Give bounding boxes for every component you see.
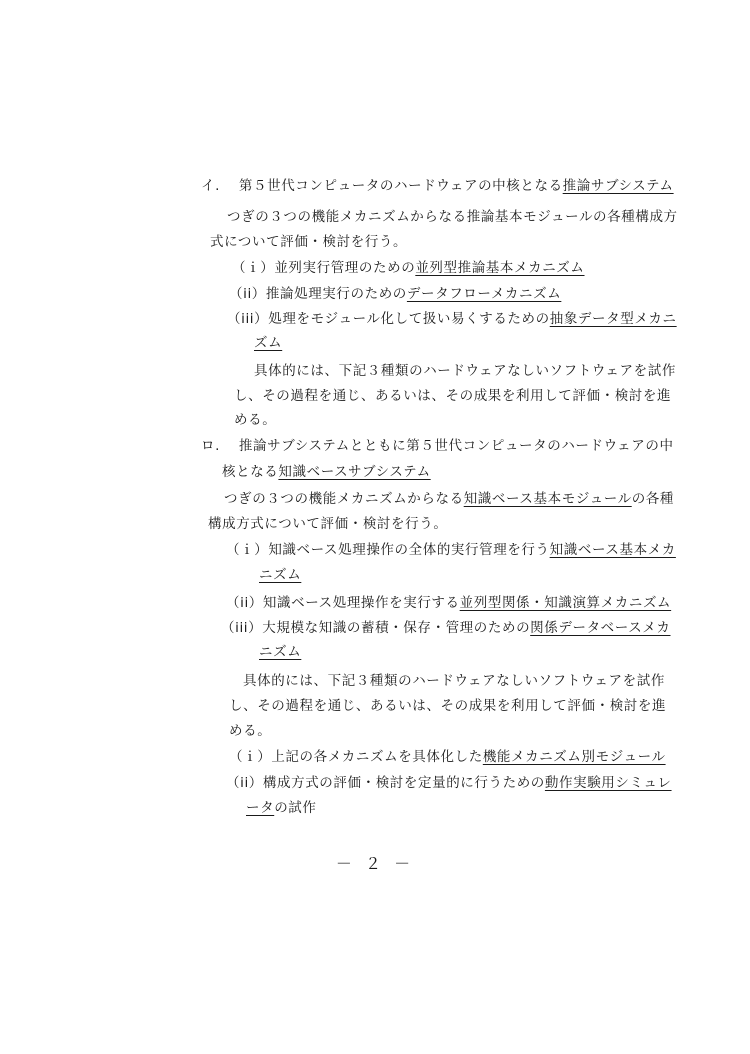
list-item <box>226 541 676 559</box>
section-marker: ロ. <box>201 438 220 454</box>
item-marker: （ii） <box>226 775 263 791</box>
item-term: 並列型推論基本メカニズム <box>415 260 585 276</box>
item-text: 知識ベース処理操作を実行する <box>262 595 460 611</box>
heading-term: 推論サブシステム <box>562 178 674 194</box>
item-term-cont: ニズム <box>259 567 302 583</box>
item-text: 推論処理実行のための <box>265 286 407 302</box>
item-marker: （ii） <box>229 286 266 302</box>
paragraph-term: 知識ベース基本モジュール <box>463 491 632 507</box>
paragraph-line: 具体的には、下記３種類のハードウェアなしいソフトウェアを試作 <box>243 673 665 689</box>
item-term-cont: ータ <box>246 800 275 816</box>
list-item <box>227 310 677 328</box>
item-continuation <box>259 566 301 584</box>
paragraph-text: つぎの３つの機能メカニズムからなる <box>224 491 464 507</box>
paragraph-line: 具体的には、下記３種類のハードウェアなしいソフトウェアを試作 <box>254 363 676 379</box>
item-text: 並列実行管理のための <box>274 260 416 276</box>
paragraph-line: める。 <box>229 723 272 739</box>
list-item <box>221 619 671 637</box>
item-term: 知識ベース基本メカ <box>549 542 676 558</box>
item-term: 動作実験用シミュレ <box>544 775 672 791</box>
section-marker: イ. <box>201 178 220 194</box>
item-continuation <box>254 334 282 352</box>
item-text: 構成方式の評価・検討を定量的に行うための <box>262 775 545 791</box>
item-term-cont: ズム <box>254 335 283 351</box>
paragraph-line: し、その過程を通じ、あるいは、その成果を利用して評価・検討を進 <box>229 698 667 714</box>
item-term: 関係データベースメカ <box>530 620 671 636</box>
heading-continuation <box>222 463 431 481</box>
item-text: 処理をモジュール化して扱い易くするための <box>268 311 550 327</box>
list-item <box>226 774 672 792</box>
item-continuation <box>246 799 317 817</box>
item-term: 並列型関係・知識演算メカニズム <box>459 595 672 611</box>
paragraph-line <box>224 490 674 508</box>
heading-text: 推論サブシステムとともに第５世代コンピュータのハードウェアの中 <box>238 438 674 454</box>
list-item <box>229 748 666 766</box>
section-i-heading <box>201 177 674 195</box>
item-term: 抽象データ型メカニ <box>549 311 677 327</box>
item-marker: （iii） <box>227 311 269 327</box>
item-text: 大規模な知識の蓄積・保存・管理のための <box>262 620 531 636</box>
heading-term: 知識ベースサブシステム <box>278 464 431 480</box>
item-marker: （ｉ） <box>229 749 272 765</box>
paragraph-line: 式について評価・検討を行う。 <box>210 234 408 250</box>
paragraph-text: の各種 <box>631 491 675 507</box>
item-marker: （ｉ） <box>226 542 269 558</box>
item-term: データフローメカニズム <box>406 286 562 302</box>
item-text: 知識ベース処理操作の全体的実行管理を行う <box>268 542 550 558</box>
list-item <box>226 594 671 612</box>
item-marker: （iii） <box>221 620 263 636</box>
heading-text: 第５世代コンピュータのハードウェアの中核となる <box>238 178 563 194</box>
page-number: － ２ － <box>335 854 415 873</box>
item-continuation <box>259 643 301 661</box>
paragraph-line: 構成方式について評価・検討を行う。 <box>208 516 448 532</box>
section-ro-heading <box>201 437 674 455</box>
list-item <box>229 285 561 303</box>
paragraph-line: つぎの３つの機能メカニズムからなる推論基本モジュールの各種構成方 <box>227 209 678 225</box>
item-text: 上記の各メカニズムを具体化した <box>271 749 483 765</box>
item-tail: の試作 <box>274 800 317 816</box>
list-item <box>232 259 585 277</box>
item-marker: （ii） <box>226 595 263 611</box>
paragraph-line: める。 <box>234 412 277 428</box>
item-term: 機能メカニズム別モジュール <box>482 749 666 765</box>
paragraph-line: し、その過程を通じ、あるいは、その成果を利用して評価・検討を進 <box>234 388 672 404</box>
heading-text: 核となる <box>222 464 279 480</box>
item-term-cont: ニズム <box>259 644 302 660</box>
item-marker: （ｉ） <box>232 260 275 276</box>
